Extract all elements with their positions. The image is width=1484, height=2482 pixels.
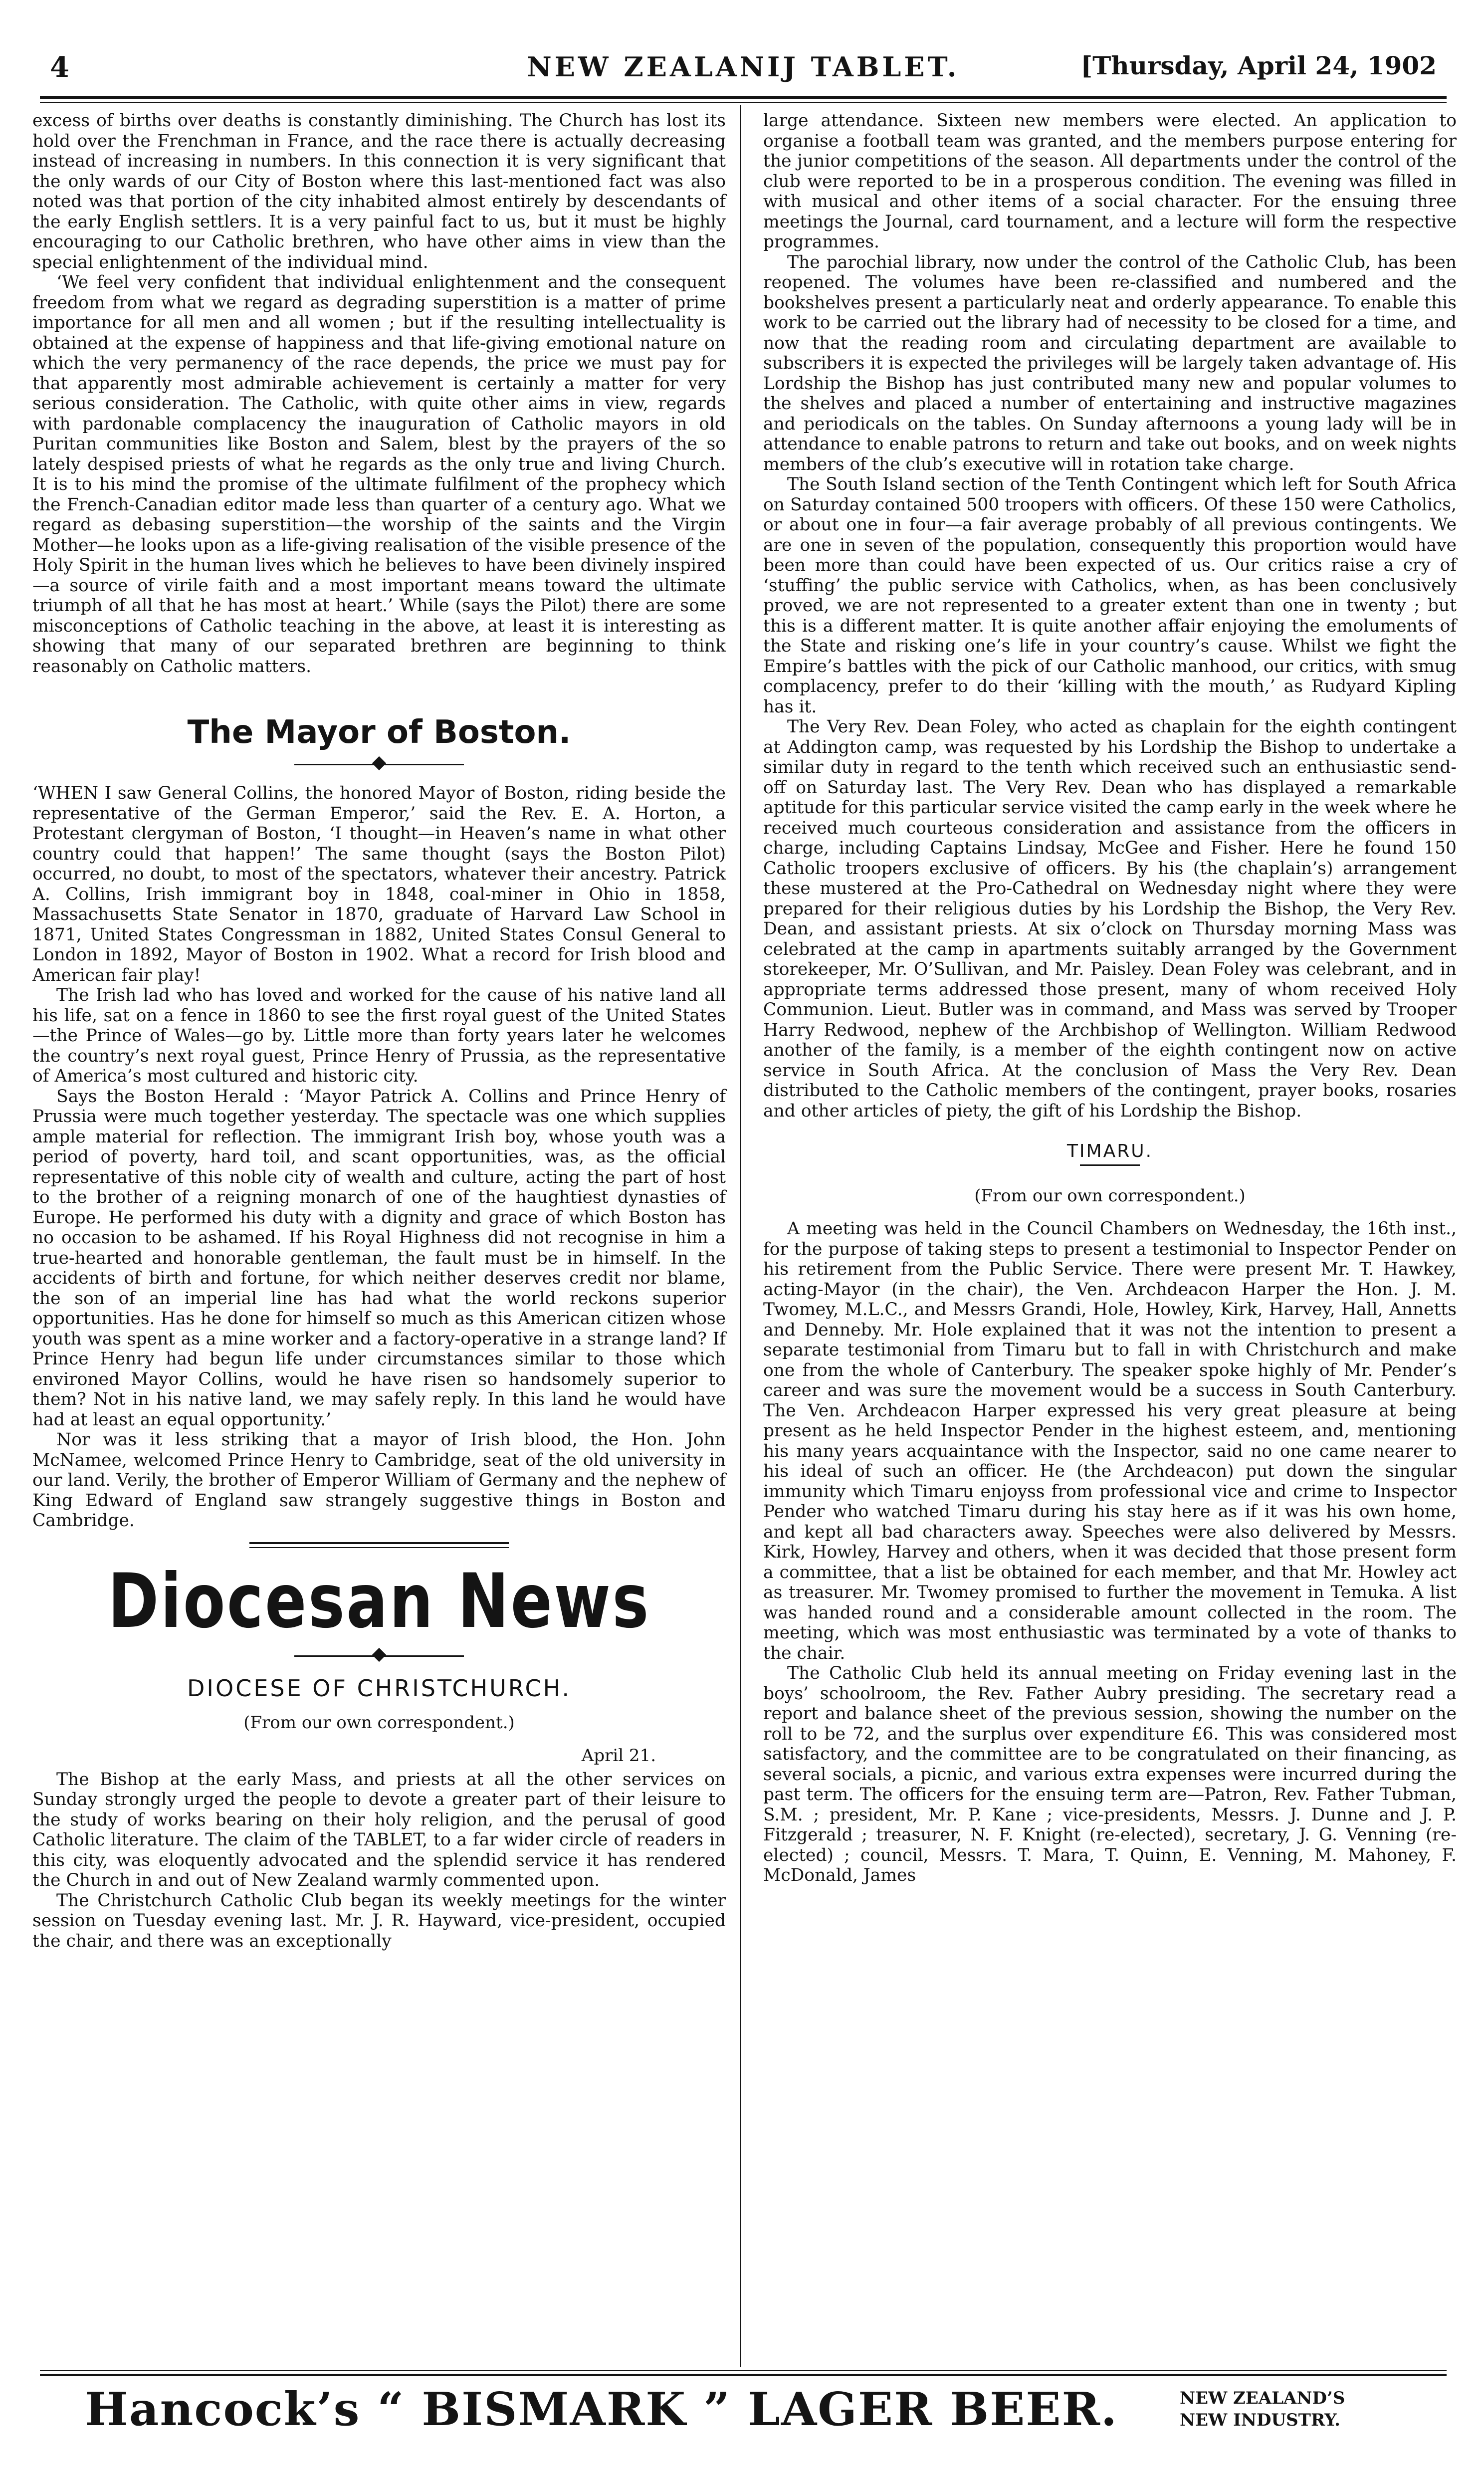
timaru-heading: TIMARU.	[1066, 1141, 1153, 1161]
correspondent-note: (From our own correspondent.)	[243, 1712, 515, 1733]
header-rule	[40, 96, 1447, 99]
mayor-of-boston-heading: The Mayor of Boston.	[187, 714, 571, 751]
ornamental-rule	[294, 755, 464, 773]
article-paragraph: ‘WHEN I saw General Collins, the honored Mayor of Boston, riding beside the representative of the German Emperor,’ said the Rev. E. A. Horton, a Protestant clergyman of Boston, ‘I thought—in Heaven’s name in what other country could that happen!’ The same thought (says the Boston Pilot) occurred, no doubt, to most of the spectators, whatever their ancestry. Patrick A. Collins, Irish immigrant boy in 1848, coal-miner in Ohio in 1858, Massachusetts State Senator in 1870, graduate of Harvard Law School in 1871, United States Congressman in 1882, United States Consul General to London in 1892, Mayor of Boston in 1902. What a record for Irish blood and American fair play!	[32, 783, 726, 985]
page-number: 4	[50, 51, 69, 84]
article-paragraph: The Very Rev. Dean Foley, who acted as chaplain for the eighth contingent at Addington camp, was requested by his Lordship the Bishop to undertake a similar duty in regard to the tenth which received such an enthusiastic send-off on Saturday last. The Very Rev. Dean who has displayed a remarkable aptitude for this particular service visited the camp early in the week where he received much courteous consideration and assistance from the officers in charge, including Captains Lindsay, McGee and Fisher. Here he found 150 Catholic troopers exclusive of officers. By his (the chaplain’s) arrangement these mustered at the Pro-Cathedral on Wednesday night where they were prepared for their religious duties by his Lordship the Bishop, the Very Rev. Dean, and assistant priests. At six o’clock on Thursday morning Mass was celebrated at the camp in apartments suitably arranged by the Government storekeeper, Mr. O’Sullivan, and Mr. Paisley. Dean Foley was celebrant, and in appropriate terms addressed those present, many of whom received Holy Communion. Lieut. Butler was in command, and Mass was served by Trooper Harry Redwood, nephew of the Archbishop of Wellington. William Redwood another of the family, is a member of the eighth contingent now on active service in South Africa. At the conclusion of Mass the Very Rev. Dean distributed to the Catholic members of the contingent, prayer books, rosaries and other articles of piety, the gift of his Lordship the Bishop.	[763, 717, 1457, 1121]
article-paragraph: The Bishop at the early Mass, and priests at all the other services on Sunday strongly urged the people to devote a greater part of their leisure to the study of works bearing on their holy religion, and the perusal of good Catholic literature. The claim of the TABLET, to a far wider circle of readers in this city, was eloquently advocated and the splendid service it has rendered the Church in and out of New Zealand warmly commented upon.	[32, 1769, 726, 1890]
article-paragraph: The Irish lad who has loved and worked for the cause of his native land all his life, sat on a fence in 1860 to see the first royal guest of the United States—the Prince of Wales—go by. Little more than forty years later he welcomes the country’s next royal guest, Prince Henry of Prussia, as the representative of America’s most cultured and historic city.	[32, 985, 726, 1086]
correspondent-note: (From our own correspondent.)	[974, 1186, 1246, 1206]
diamond-ornament-icon	[372, 1647, 386, 1661]
article-paragraph: A meeting was held in the Council Chambers on Wednesday, the 16th inst., for the purpose of taking steps to present a testimonial to Inspector Pender on his retirement from the Public Service. There were present Mr. T. Hawkey, acting-Mayor (in the chair), the Ven. Archdeacon Harper the Hon. J. M. Twomey, M.L.C., and Messrs Grandi, Hole, Howley, Kirk, Harvey, Hall, Annetts and Denneby. Mr. Hole explained that it was not the intention to present a separate testimonial from Timaru but to fall in with Christchurch and make one from the whole of Canterbury. The speaker spoke highly of Mr. Pender’s career and was sure the movement would be a success in South Canterbury. The Ven. Archdeacon Harper expressed his very great pleasure at being present as he held Inspector Pender in the highest esteem, and, mentioning his many years acquaintance with the Inspector, said no one came nearer to his ideal of such an officer. He (the Archdeacon) put down the singular immunity which Timaru enjoyss from professional vice and crime to Inspector Pender who watched Timaru during his stay here as if it was his own home, and kept all bad characters away. Speeches were also delivered by Messrs. Kirk, Howley, Harvey and others, when it was decided that those present form a committee, that a list be obtained for each member, and that Mr. Howley act as treasurer. Mr. Twomey promised to further the movement in Temuka. A list was handed round and a considerable amount collected in the room. The meeting, which was most enthusiastic was terminated by a vote of thanks to the chair.	[763, 1219, 1457, 1663]
article-paragraph: The South Island section of the Tenth Contingent which left for South Africa on Saturday contained 500 troopers with officers. Of these 150 were Catholics, or about one in four—a fair average probably of all previous contingents. We are one in seven of the population, consequently this proportion would have been more than could have been expected of us. Our critics raise a cry of ‘stuffing’ the public service with Catholics, when, as has been conclusively proved, we are not represented to a greater extent than one in twenty ; but this is a different matter. It is quite another affair enjoying the emoluments of the State and risking one’s life in your country’s cause. Whilst we fight the Empire’s battles with the pick of our Catholic manhood, our critics, with smug complacency, prefer to do their ‘killing with the mouth,’ as Rudyard Kipling has it.	[763, 474, 1457, 717]
diamond-ornament-icon	[372, 756, 386, 770]
article-paragraph: large attendance. Sixteen new members were elected. An application to organise a football team was granted, and the members purpose entering for the junior competitions of the season. All departments under the control of the club were reported to be in a prosperous condition. The evening was filled in with musical and other items of a social character. For the ensuing three meetings the Journal, card tournament, and a lecture will form the respective programmes.	[763, 111, 1457, 252]
section-separator	[249, 1542, 509, 1548]
article-paragraph: ‘We feel very confident that individual enlightenment and the consequent freedom from what we regard as degrading superstition is a matter of prime importance for all men and all women ; but if the resulting intellectuality is obtained at the expense of happiness and that life-giving emotional nature on which the very permanency of the race depends, the price we must pay for that apparently most admirable achievement is certainly a matter for very serious consideration. The Catholic, with quite other aims in view, regards with pardonable complacency the inauguration of Catholic mayors in old Puritan communities like Boston and Salem, blest by the prayers of the so lately despised priests of what he regards as the only true and living Church. It is to his mind the promise of the ultimate fulfilment of the prophecy which the French-Canadian editor made less than quarter of a century ago. What we regard as debasing superstition—the worship of the saints and the Virgin Mother—he looks upon as a life-giving realisation of the visible presence of the Holy Spirit in the human lives which he believes to have been divinely inspired—a source of virile faith and a most important means toward the ultimate triumph of all that he has most at heart.’ While (says the Pilot) there are some misconceptions of Catholic teaching in the above, at least it is interesting as showing that many of our separated brethren are beginning to think reasonably on Catholic matters.	[32, 272, 726, 677]
diocese-subheading: DIOCESE OF CHRISTCHURCH.	[187, 1674, 571, 1702]
article-paragraph: The parochial library, now under the control of the Catholic Club, has been reopened. The volumes have been re-classified and numbered and the bookshelves present a particularly neat and orderly appearance. To enable this work to be carried out the library had of necessity to be closed for a time, and now that the reading room and circulating department are available to subscribers it is expected the privileges will be largely taken advantage of. His Lordship the Bishop has just contributed many new and popular volumes to the shelves and placed a number of entertaining and instructive magazines and periodicals on the tables. On Sunday afternoons a young lady will be in attendance to enable patrons to return and take out books, and on week nights members of the club’s executive will in rotation take charge.	[763, 252, 1457, 474]
article-paragraph: Nor was it less striking that a mayor of Irish blood, the Hon. John McNamee, welcomed Prince Henry to Cambridge, seat of the old university in our land. Verily, the brother of Emperor William of Germany and the nephew of King Edward of England saw strangely suggestive things in Boston and Cambridge.	[32, 1430, 726, 1531]
article-paragraph: The Catholic Club held its annual meeting on Friday evening last in the boys’ schoolroom, the Rev. Father Aubry presiding. The secretary read a report and balance sheet of the previous session, showing the number on the roll to be 72, and the surplus over expenditure £6. This was considered most satisfactory, and the committee are to be congratulated on their financing, as several socials, a picnic, and various extra expenses were incurred during the past term. The officers for the ensuing term are—Patron, Rev. Father Tubman, S.M. ; president, Mr. P. Kane ; vice-presidents, Messrs. J. Dunne and J. P. Fitzgerald ; treasurer, N. F. Knight (re-elected), secretary, J. G. Venning (re-elected) ; council, Messrs. T. Mara, T. Quinn, E. Venning, M. Mahoney, F. McDonald, James	[763, 1663, 1457, 1885]
right-column	[763, 111, 1457, 1886]
article-paragraph: The Christchurch Catholic Club began its weekly meetings for the winter session on Tuesday evening last. Mr. J. R. Hayward, vice-president, occupied the chair, and there was an exceptionally	[32, 1890, 726, 1951]
masthead	[40, 45, 1447, 95]
footer-rule	[40, 2370, 1447, 2371]
diocesan-news-heading: Diocesan News	[108, 1558, 650, 1645]
advertisement-tagline	[1180, 2387, 1345, 2431]
column-divider	[740, 105, 741, 2367]
tagline-line-1: NEW ZEALAND’S	[1180, 2388, 1345, 2408]
article-paragraph: Says the Boston Herald : ‘Mayor Patrick A. Collins and Prince Henry of Prussia were much together yesterday. The spectacle was one which supplies ample material for reflection. The immigrant Irish boy, whose youth was a period of poverty, hard toil, and scant opportunities, was, as the official representative of this noble city of wealth and culture, acting the part of host to the brother of a reigning monarch of one of the haughtiest dynasties of Europe. He performed his duty with a dignity and grace of which Boston has no occasion to be ashamed. If his Royal Highness did not recognise in him a true-hearted and honorable gentleman, the fault must be in himself. In the accidents of birth and fortune, for which neither deserves credit nor blame, the son of an imperial line has had what the world reckons superior opportunities. Has he done for himself so much as this American citizen whose youth was spent as a mine worker and a factory-operative in a strange land? If Prince Henry had begun life under circumstances similar to those which environed Mayor Collins, would he have risen so handsomely superior to them? Not in his native land, we may safely reply. In this land he would have had at least an equal opportunity.’	[32, 1086, 726, 1430]
left-column	[32, 111, 726, 1951]
short-rule	[1080, 1164, 1140, 1166]
header-rule-thin	[40, 102, 1447, 103]
issue-date: [Thursday, April 24, 1902	[1080, 51, 1437, 80]
dateline: April 21.	[581, 1745, 656, 1766]
footer-rule-thick	[40, 2374, 1447, 2376]
tagline-line-2: NEW INDUSTRY.	[1180, 2410, 1340, 2430]
article-paragraph: excess of births over deaths is constantly diminishing. The Church has lost its hold over the Frenchman in France, and the race there is actually decreasing instead of increasing in numbers. In this connection it is very significant that the only wards of our City of Boston where this last-mentioned fact was also noted was that portion of the city inhabited almost entirely by descendants of the early English settlers. It is a very painful fact to us, but it must be highly encouraging to our Catholic brethren, who have other aims in view than the special enlightenment of the individual mind.	[32, 111, 726, 272]
newspaper-title: NEW ZEALANIJ TABLET.	[527, 51, 960, 83]
ornamental-rule	[294, 1647, 464, 1665]
beer-advertisement: Hancock’s “ BISMARK ” LAGER BEER.	[85, 2382, 1118, 2436]
